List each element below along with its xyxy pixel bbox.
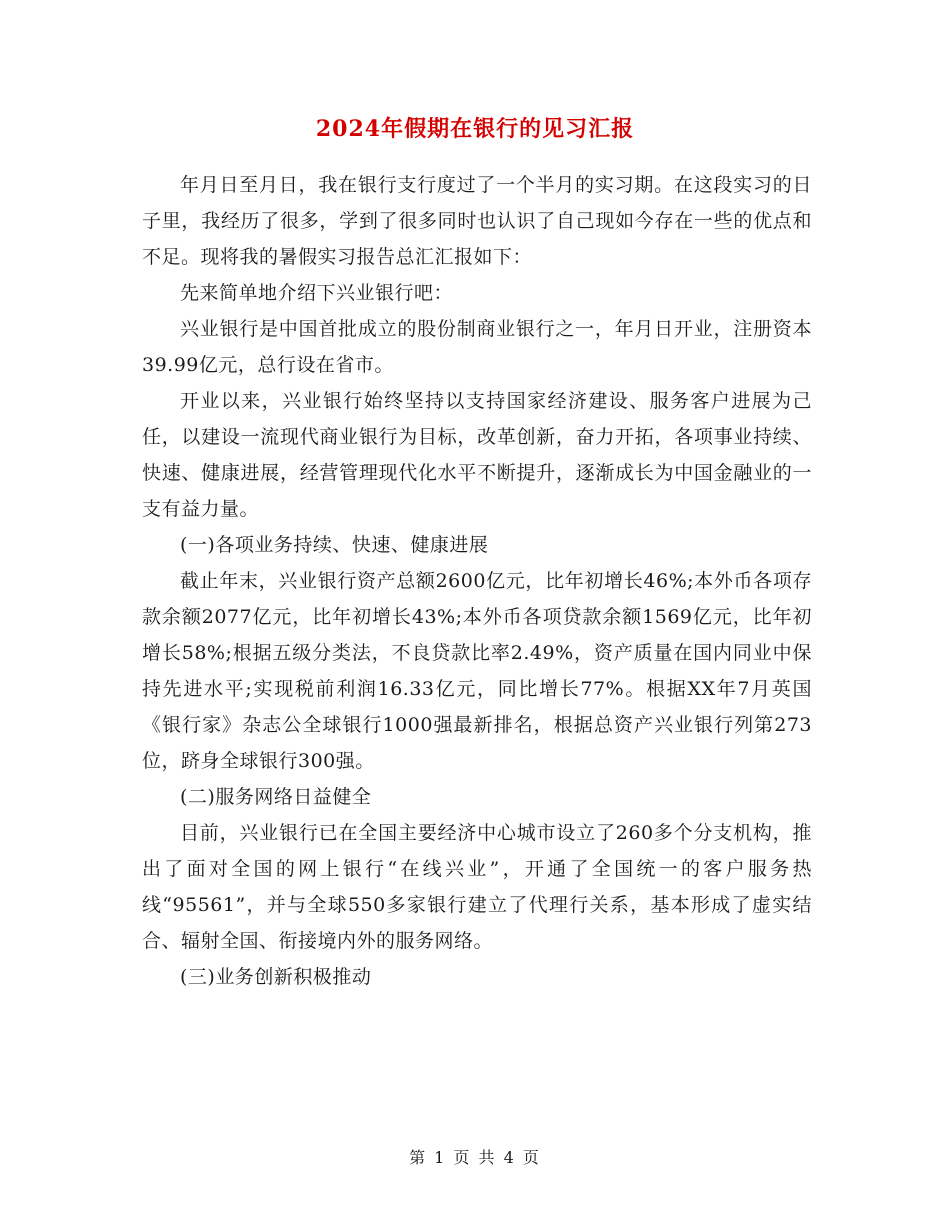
page-footer: 第 1 页 共 4 页 xyxy=(409,1148,541,1167)
paragraph-network: 目前，兴业银行已在全国主要经济中心城市设立了260多个分支机构，推出了面对全国的网上银行“在线兴业”，开通了全国统一的客户服务热线“95561”，并与全球550多家银行建立了代理行关系，基本形成了虚实结合、辐射全国、衔接境内外的服务网络。 xyxy=(142,822,812,952)
document-body xyxy=(142,167,812,995)
section-heading-1: (一)各项业务持续、快速、健康进展 xyxy=(180,534,489,556)
document-title: 2024年假期在银行的见习汇报 xyxy=(315,116,635,142)
paragraph-development: 开业以来，兴业银行始终坚持以支持国家经济建设、服务客户进展为己任，以建设一流现代商业银行为目标，改革创新，奋力开拓，各项事业持续、快速、健康进展，经营管理现代化水平不断提升，逐渐成长为中国金融业的一支有益力量。 xyxy=(142,390,812,520)
section-heading-3: (三)业务创新积极推动 xyxy=(180,966,372,988)
paragraph-intro: 年月日至月日，我在银行支行度过了一个半月的实习期。在这段实习的日子里，我经历了很多，学到了很多同时也认识了自己现如今存在一些的优点和不足。现将我的暑假实习报告总汇汇报如下： xyxy=(142,174,812,268)
paragraph-bank-profile: 兴业银行是中国首批成立的股份制商业银行之一，年月日开业，注册资本39.99亿元，总行设在省市。 xyxy=(142,318,812,376)
paragraph-lead: 先来简单地介绍下兴业银行吧： xyxy=(180,282,454,304)
section-heading-2: (二)服务网络日益健全 xyxy=(180,786,372,808)
paragraph-financials: 截止年末，兴业银行资产总额2600亿元，比年初增长46%;本外币各项存款余额2077亿元，比年初增长43%;本外币各项贷款余额1569亿元，比年初增长58%;根据五级分类法，不良贷款比率2.49%，资产质量在国内同业中保持先进水平;实现税前利润16.33亿元，同比增长77%。根据XX年7月英国《银行家》杂志公全球银行1000强最新排名，根据总资产兴业银行列第273位，跻身全球银行300强。 xyxy=(142,570,812,772)
